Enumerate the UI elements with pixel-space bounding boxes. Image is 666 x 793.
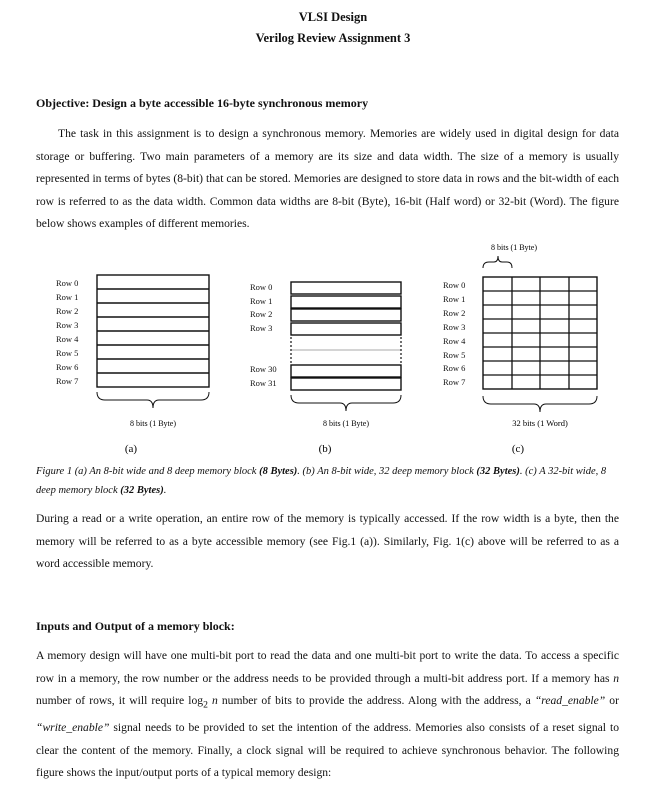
width-label: 8 bits (1 Byte) bbox=[323, 419, 369, 428]
row-label: Row 1 bbox=[250, 296, 273, 306]
width-label: 8 bits (1 Byte) bbox=[130, 419, 176, 428]
row-label: Row 4 bbox=[56, 334, 79, 344]
row-label: Row 2 bbox=[56, 306, 79, 316]
memory-block-a bbox=[56, 275, 209, 455]
byte-brace bbox=[483, 256, 512, 268]
row-label: Row 1 bbox=[56, 292, 79, 302]
row-label: Row 2 bbox=[250, 309, 273, 319]
byte-label: 8 bits (1 Byte) bbox=[491, 243, 537, 252]
row-label: Row 4 bbox=[443, 336, 466, 346]
row-label: Row 7 bbox=[443, 377, 466, 387]
panel-label-c: (c) bbox=[511, 443, 525, 455]
document-title: VLSI Design bbox=[298, 10, 368, 24]
width-label: 32 bits (1 Word) bbox=[512, 418, 568, 428]
row-label: Row 6 bbox=[443, 363, 466, 373]
panel-label-a: (a) bbox=[124, 443, 138, 455]
document-subtitle: Verilog Review Assignment 3 bbox=[255, 31, 411, 45]
row-label: Row 5 bbox=[443, 350, 466, 360]
objective-heading: Objective: Design a byte accessible 16-byte synchronous memory bbox=[36, 96, 369, 110]
row-label: Row 0 bbox=[443, 280, 466, 290]
objective-text: The task in this assignment is to design a synchronous memory. Memories are widely used in digital design for data storage or buffering. Two main parameters of a memory are its size and data width. The size of a memory is usually represented in terms of bytes (8-bit) that can be stored. Memories are designed to store data in rows and the bit-width of each row is referred to as the data width. Common data widths are 8-bit (Byte), 16-bit (Half word) or 32-bit (Word). The figure below shows examples of different memories. bbox=[36, 127, 619, 231]
memory-block-b bbox=[250, 282, 401, 455]
row-label: Row 7 bbox=[56, 376, 79, 386]
row-label: Row 5 bbox=[56, 348, 79, 358]
width-brace bbox=[97, 392, 209, 408]
memory-figure bbox=[0, 240, 666, 460]
io-paragraph: A memory design will have one multi-bit port to read the data and one multi-bit port to write the data. To access a specific row in a memory, the row number or the address needs to be provided through a multi-bit address port. If a memory has n number of rows, it will require $\log_2 n$ number of bits to provide the address. Along with the address, a “read_enable” or “write_enable” signal needs to be provided to set the intention of the address. Memories also consists of a reset signal to clear the content of the memory. Finally, a clock signal will be required to achieve synchronous behavior. The following figure shows the input/output ports of a typical memory design: bbox=[36, 649, 619, 780]
row-label: Row 0 bbox=[250, 282, 273, 292]
row-label: Row 2 bbox=[443, 308, 466, 318]
row-label: Row 1 bbox=[443, 294, 466, 304]
row-label: Row 3 bbox=[56, 320, 79, 330]
memory-block-c bbox=[443, 243, 597, 455]
row-label: Row 0 bbox=[56, 278, 79, 288]
width-brace bbox=[483, 396, 597, 412]
row-label: Row 3 bbox=[443, 322, 466, 332]
objective-paragraph bbox=[36, 123, 619, 236]
row-label: Row 6 bbox=[56, 362, 79, 372]
panel-label-b: (b) bbox=[318, 443, 332, 455]
width-brace bbox=[291, 395, 401, 411]
io-heading: Inputs and Output of a memory block: bbox=[36, 619, 235, 633]
figure-caption: Figure 1 (a) An 8-bit wide and 8 deep memory block (8 Bytes). (b) An 8-bit wide, 32 deep memory block (32 Bytes). (c) A 32-bit wide, 8 deep memory block (32 Bytes). bbox=[36, 466, 607, 496]
row-label: Row 31 bbox=[250, 378, 277, 388]
row-label: Row 3 bbox=[250, 323, 273, 333]
row-label: Row 30 bbox=[250, 364, 277, 374]
access-paragraph: During a read or a write operation, an entire row of the memory is typically accessed. If the row width is a byte, then the memory will be referred to as a byte accessible memory (see Fig.1 (a)). Similarly, Fig. 1(c) above will be referred to as a word accessible memory. bbox=[36, 512, 619, 571]
